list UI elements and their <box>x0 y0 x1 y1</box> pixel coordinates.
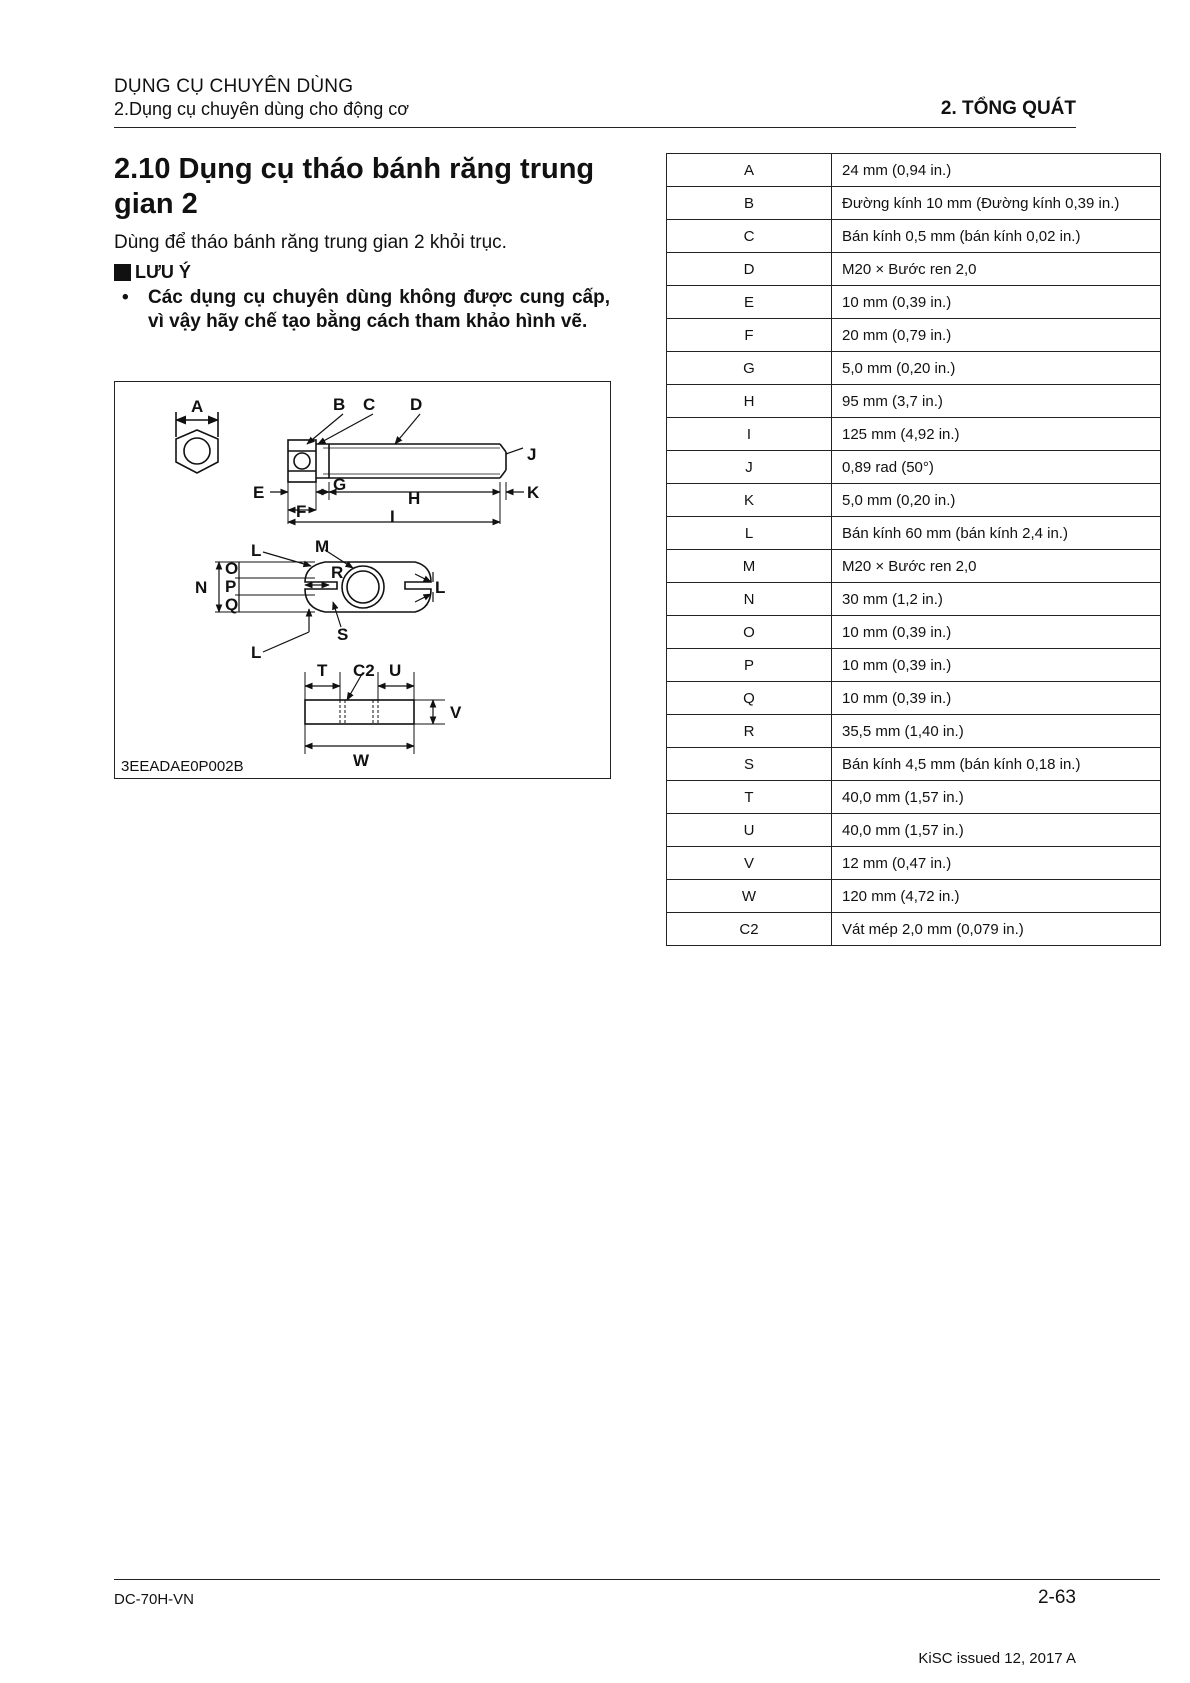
spec-value: 5,0 mm (0,20 in.) <box>832 352 1161 385</box>
spec-value: 40,0 mm (1,57 in.) <box>832 781 1161 814</box>
spec-value: 10 mm (0,39 in.) <box>832 649 1161 682</box>
note-text: Các dụng cụ chuyên dùng không được cung cấp, vì vậy hãy chế tạo bằng cách tham khảo hình vẽ. <box>148 287 610 332</box>
footer-page-number: 2-63 <box>1037 1587 1076 1608</box>
spec-key: C <box>667 220 832 253</box>
table-row <box>667 880 1161 913</box>
table-row <box>667 847 1161 880</box>
spec-value: 30 mm (1,2 in.) <box>832 583 1161 616</box>
table-row <box>667 385 1161 418</box>
footer-doc-code: DC-70H-VN <box>114 1591 195 1608</box>
label-u: U <box>389 661 402 680</box>
spec-value: 40,0 mm (1,57 in.) <box>832 814 1161 847</box>
table-row <box>667 715 1161 748</box>
table-row <box>667 154 1161 187</box>
spec-value: 0,89 rad (50°) <box>832 451 1161 484</box>
spec-key: H <box>667 385 832 418</box>
spec-key: T <box>667 781 832 814</box>
table-row <box>667 220 1161 253</box>
spec-key: W <box>667 880 832 913</box>
spec-value: 5,0 mm (0,20 in.) <box>832 484 1161 517</box>
spec-value: Vát mép 2,0 mm (0,079 in.) <box>832 913 1161 946</box>
table-row <box>667 814 1161 847</box>
spec-key: A <box>667 154 832 187</box>
spec-key: K <box>667 484 832 517</box>
spec-key: R <box>667 715 832 748</box>
spec-key: I <box>667 418 832 451</box>
spec-key: O <box>667 616 832 649</box>
label-g: G <box>333 475 347 494</box>
label-l-right: L <box>435 578 446 597</box>
note-heading-label: LƯU Ý <box>135 262 191 282</box>
label-i: I <box>390 507 395 526</box>
header-rule <box>114 127 1076 128</box>
section-title: 2.10 Dụng cụ tháo bánh răng trung gian 2 <box>114 153 595 220</box>
running-header-title: DỤNG CỤ CHUYÊN DÙNG <box>114 76 354 97</box>
label-t: T <box>317 661 328 680</box>
table-row <box>667 418 1161 451</box>
table-row <box>667 352 1161 385</box>
table-row <box>667 913 1161 946</box>
label-s: S <box>337 625 349 644</box>
figure-id: 3EEADAE0P002B <box>121 758 244 775</box>
table-row <box>667 451 1161 484</box>
label-r: R <box>331 563 344 582</box>
spec-key: L <box>667 517 832 550</box>
label-v: V <box>450 703 462 722</box>
table-row <box>667 682 1161 715</box>
spec-key: C2 <box>667 913 832 946</box>
spec-value: Bán kính 4,5 mm (bán kính 0,18 in.) <box>832 748 1161 781</box>
table-row <box>667 748 1161 781</box>
label-h: H <box>408 489 421 508</box>
label-f: F <box>296 502 307 521</box>
spec-value: M20 × Bước ren 2,0 <box>832 253 1161 286</box>
note-item <box>122 286 610 334</box>
spec-key: N <box>667 583 832 616</box>
tool-drawing <box>115 382 610 778</box>
spec-value: 120 mm (4,72 in.) <box>832 880 1161 913</box>
table-row <box>667 649 1161 682</box>
spec-key: S <box>667 748 832 781</box>
spec-key: P <box>667 649 832 682</box>
label-q: Q <box>225 595 239 614</box>
spec-value: 10 mm (0,39 in.) <box>832 616 1161 649</box>
spec-key: M <box>667 550 832 583</box>
running-header-section: 2. TỔNG QUÁT <box>940 98 1076 119</box>
spec-value: M20 × Bước ren 2,0 <box>832 550 1161 583</box>
label-m: M <box>315 537 330 556</box>
tool-drawing-figure <box>114 381 611 779</box>
label-o: O <box>225 559 239 578</box>
label-d: D <box>410 395 423 414</box>
spec-value: 12 mm (0,47 in.) <box>832 847 1161 880</box>
label-p: P <box>225 577 237 596</box>
label-w: W <box>353 751 370 770</box>
table-row <box>667 550 1161 583</box>
spec-value: 95 mm (3,7 in.) <box>832 385 1161 418</box>
spec-value: 125 mm (4,92 in.) <box>832 418 1161 451</box>
plate-side-view <box>305 700 414 724</box>
running-header-subtitle: 2.Dụng cụ chuyên dùng cho động cơ <box>114 99 410 119</box>
table-row <box>667 616 1161 649</box>
label-c2: C2 <box>353 661 375 680</box>
table-row <box>667 253 1161 286</box>
spec-key: U <box>667 814 832 847</box>
label-l-bottom: L <box>251 643 262 662</box>
label-b: B <box>333 395 346 414</box>
spec-key: J <box>667 451 832 484</box>
spec-key: E <box>667 286 832 319</box>
section-description: Dùng để tháo bánh răng trung gian 2 khỏi trục. <box>114 232 507 253</box>
table-row <box>667 484 1161 517</box>
label-j: J <box>527 445 537 464</box>
plate-top-view <box>305 562 431 612</box>
table-row <box>667 187 1161 220</box>
footer-rule <box>114 1579 1160 1580</box>
note-bullet: • <box>122 287 129 308</box>
footer-issue: KiSC issued 12, 2017 A <box>918 1650 1076 1667</box>
note-heading <box>114 262 191 283</box>
bolt-side-view <box>288 440 506 482</box>
label-n: N <box>195 578 208 597</box>
table-row <box>667 583 1161 616</box>
spec-value: 24 mm (0,94 in.) <box>832 154 1161 187</box>
label-a: A <box>191 397 204 416</box>
label-l-top: L <box>251 541 262 560</box>
spec-key: B <box>667 187 832 220</box>
label-c: C <box>363 395 376 414</box>
spec-value: Bán kính 0,5 mm (bán kính 0,02 in.) <box>832 220 1161 253</box>
table-row <box>667 781 1161 814</box>
spec-table <box>666 153 1161 946</box>
spec-value: 10 mm (0,39 in.) <box>832 286 1161 319</box>
note-square-icon <box>114 264 131 281</box>
spec-value: Bán kính 60 mm (bán kính 2,4 in.) <box>832 517 1161 550</box>
spec-key: G <box>667 352 832 385</box>
spec-key: D <box>667 253 832 286</box>
spec-key: F <box>667 319 832 352</box>
label-e: E <box>253 483 265 502</box>
spec-key: Q <box>667 682 832 715</box>
table-row <box>667 319 1161 352</box>
spec-value: Đường kính 10 mm (Đường kính 0,39 in.) <box>832 187 1161 220</box>
spec-key: V <box>667 847 832 880</box>
hex-end-view <box>176 430 218 473</box>
label-k: K <box>527 483 540 502</box>
spec-value: 10 mm (0,39 in.) <box>832 682 1161 715</box>
table-row <box>667 286 1161 319</box>
spec-value: 35,5 mm (1,40 in.) <box>832 715 1161 748</box>
table-row <box>667 517 1161 550</box>
spec-table-body <box>667 154 1161 946</box>
spec-value: 20 mm (0,79 in.) <box>832 319 1161 352</box>
